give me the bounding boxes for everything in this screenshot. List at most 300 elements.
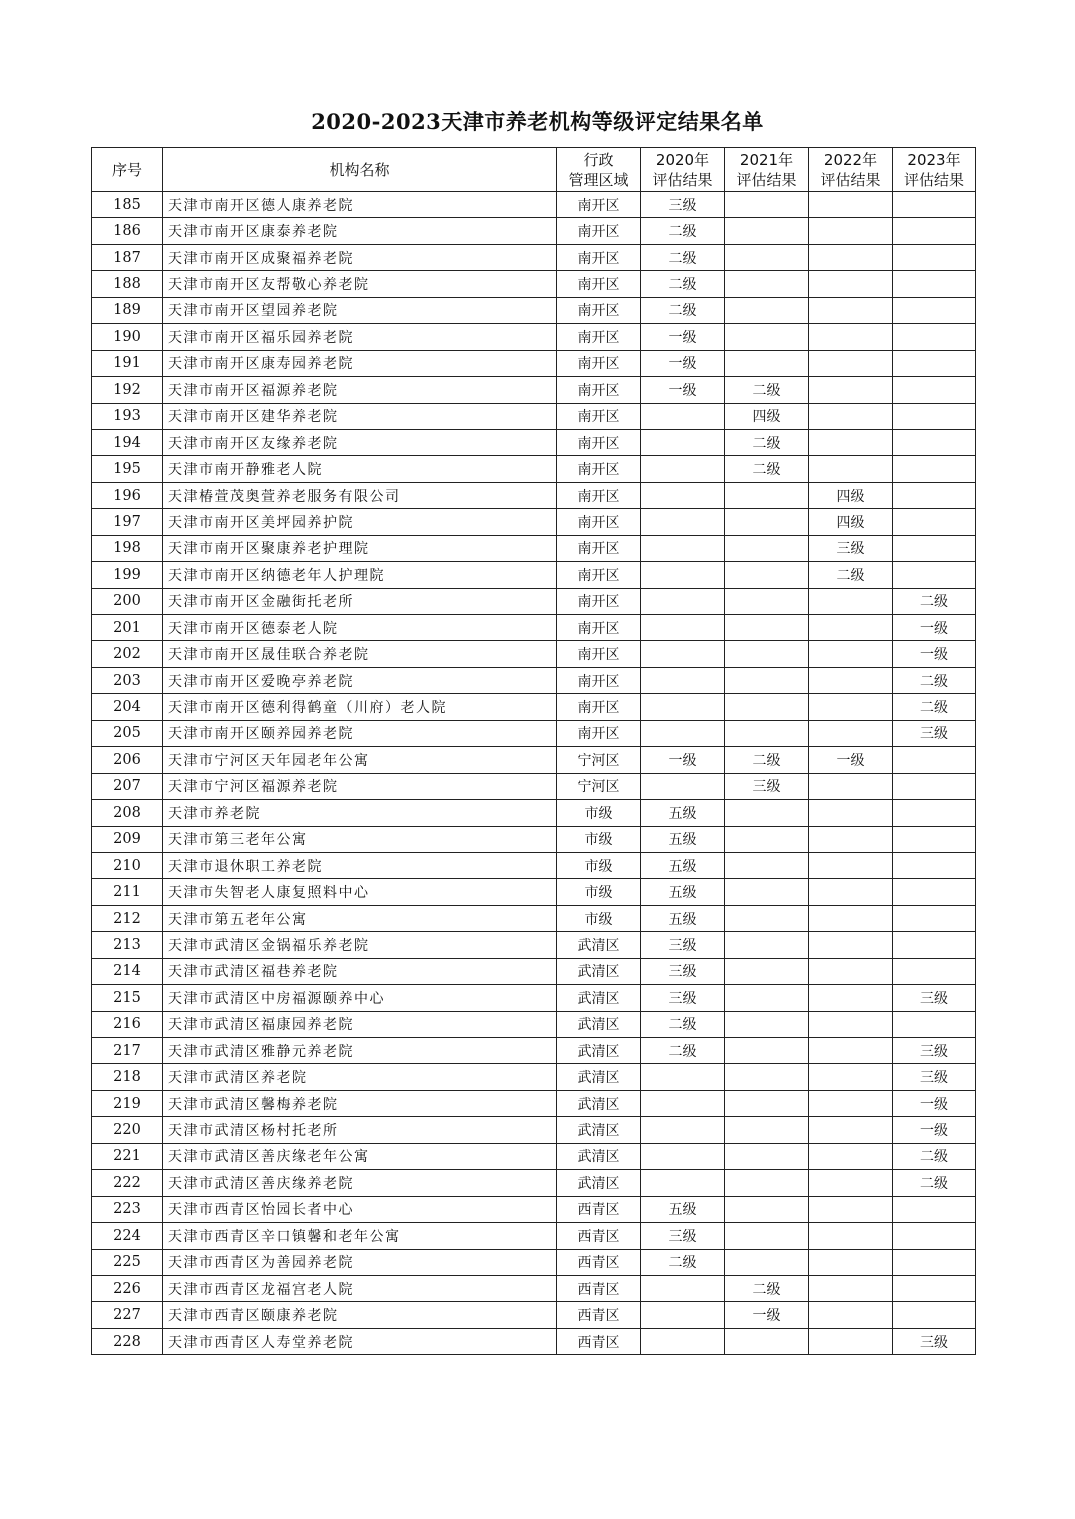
cell-rating-2020: 二级 [641,271,725,297]
cell-institution-name: 天津市南开区康寿园养老院 [163,350,557,376]
cell-index: 228 [92,1328,163,1354]
table-row [92,456,976,482]
cell-district: 武清区 [557,1143,641,1169]
header-district-line1: 行政 [583,150,614,169]
cell-rating-2020: 五级 [641,879,725,905]
cell-rating-2021 [725,932,809,958]
cell-rating-2020 [641,588,725,614]
cell-rating-2020 [641,1064,725,1090]
cell-index: 223 [92,1196,163,1222]
cell-rating-2022 [809,350,893,376]
table-row [92,482,976,508]
cell-institution-name: 天津市西青区龙福宫老人院 [163,1275,557,1301]
cell-index: 225 [92,1249,163,1275]
cell-institution-name: 天津市武清区福康园养老院 [163,1011,557,1037]
cell-rating-2023 [893,958,976,984]
cell-rating-2020 [641,1170,725,1196]
table-row [92,350,976,376]
header-name: 机构名称 [163,148,557,192]
cell-rating-2020 [641,1328,725,1354]
cell-district: 南开区 [557,588,641,614]
cell-index: 194 [92,429,163,455]
cell-district: 西青区 [557,1275,641,1301]
cell-rating-2020 [641,562,725,588]
table-row [92,324,976,350]
cell-rating-2021 [725,694,809,720]
cell-index: 206 [92,747,163,773]
table-row [92,852,976,878]
cell-institution-name: 天津市西青区怡园长者中心 [163,1196,557,1222]
cell-index: 222 [92,1170,163,1196]
cell-rating-2022 [809,694,893,720]
cell-district: 西青区 [557,1328,641,1354]
cell-rating-2023: 二级 [893,1170,976,1196]
cell-rating-2020 [641,456,725,482]
cell-index: 220 [92,1117,163,1143]
table-row [92,773,976,799]
cell-rating-2021 [725,1038,809,1064]
cell-rating-2022 [809,1328,893,1354]
cell-index: 209 [92,826,163,852]
header-2022 [809,148,893,192]
cell-rating-2022 [809,720,893,746]
cell-rating-2020 [641,509,725,535]
table-row [92,403,976,429]
cell-rating-2020 [641,1090,725,1116]
cell-rating-2021: 二级 [725,1275,809,1301]
cell-rating-2022 [809,985,893,1011]
cell-institution-name: 天津市南开区福源养老院 [163,377,557,403]
cell-index: 201 [92,615,163,641]
table-row [92,377,976,403]
table-row [92,244,976,270]
cell-rating-2023 [893,905,976,931]
cell-rating-2023 [893,218,976,244]
cell-rating-2023 [893,932,976,958]
cell-district: 南开区 [557,350,641,376]
cell-rating-2021 [725,562,809,588]
cell-index: 227 [92,1302,163,1328]
cell-rating-2023 [893,509,976,535]
cell-rating-2021 [725,958,809,984]
cell-index: 188 [92,271,163,297]
cell-index: 214 [92,958,163,984]
cell-institution-name: 天津市南开区德泰老人院 [163,615,557,641]
cell-rating-2021: 二级 [725,377,809,403]
table-row [92,271,976,297]
table-row [92,720,976,746]
cell-rating-2023 [893,1249,976,1275]
cell-rating-2022 [809,1223,893,1249]
cell-rating-2020: 二级 [641,1011,725,1037]
cell-institution-name: 天津市武清区馨梅养老院 [163,1090,557,1116]
table-row [92,509,976,535]
cell-district: 武清区 [557,985,641,1011]
table-row [92,1275,976,1301]
cell-rating-2021 [725,535,809,561]
cell-rating-2021 [725,800,809,826]
cell-rating-2023: 三级 [893,720,976,746]
cell-rating-2023: 二级 [893,694,976,720]
cell-rating-2023 [893,879,976,905]
cell-rating-2020: 五级 [641,800,725,826]
table-row [92,1328,976,1354]
cell-rating-2022 [809,1090,893,1116]
cell-rating-2020 [641,773,725,799]
cell-index: 210 [92,852,163,878]
cell-rating-2020: 三级 [641,1223,725,1249]
cell-rating-2022 [809,429,893,455]
cell-institution-name: 天津市南开区德利得鹤童（川府）老人院 [163,694,557,720]
header-index: 序号 [92,148,163,192]
cell-rating-2021 [725,667,809,693]
cell-rating-2023: 三级 [893,1064,976,1090]
cell-rating-2022 [809,667,893,693]
cell-rating-2023 [893,1275,976,1301]
cell-rating-2021 [725,615,809,641]
cell-rating-2023 [893,562,976,588]
header-2021 [725,148,809,192]
cell-index: 195 [92,456,163,482]
cell-rating-2021 [725,1328,809,1354]
table-row [92,588,976,614]
cell-index: 196 [92,482,163,508]
cell-rating-2023 [893,324,976,350]
cell-institution-name: 天津市西青区辛口镇馨和老年公寓 [163,1223,557,1249]
table-row [92,297,976,323]
cell-rating-2020: 五级 [641,905,725,931]
cell-rating-2021 [725,1090,809,1116]
cell-institution-name: 天津市南开区康泰养老院 [163,218,557,244]
cell-rating-2022 [809,1011,893,1037]
cell-institution-name: 天津市武清区养老院 [163,1064,557,1090]
cell-rating-2023: 二级 [893,1143,976,1169]
cell-rating-2020 [641,720,725,746]
cell-institution-name: 天津市南开区建华养老院 [163,403,557,429]
cell-rating-2022: 四级 [809,482,893,508]
cell-rating-2020 [641,403,725,429]
cell-index: 200 [92,588,163,614]
cell-district: 南开区 [557,297,641,323]
cell-rating-2020: 三级 [641,958,725,984]
cell-rating-2020: 五级 [641,1196,725,1222]
cell-index: 186 [92,218,163,244]
cell-rating-2023: 一级 [893,641,976,667]
cell-rating-2023: 三级 [893,985,976,1011]
cell-rating-2020: 二级 [641,297,725,323]
cell-rating-2023: 一级 [893,1090,976,1116]
cell-district: 南开区 [557,271,641,297]
cell-district: 武清区 [557,1038,641,1064]
cell-district: 宁河区 [557,747,641,773]
cell-rating-2023: 二级 [893,667,976,693]
cell-index: 217 [92,1038,163,1064]
cell-rating-2022 [809,244,893,270]
header-district [557,148,641,192]
cell-rating-2022: 四级 [809,509,893,535]
cell-rating-2020 [641,1117,725,1143]
table-row [92,429,976,455]
cell-district: 武清区 [557,1064,641,1090]
cell-district: 南开区 [557,667,641,693]
cell-index: 189 [92,297,163,323]
cell-rating-2023 [893,535,976,561]
cell-rating-2022 [809,615,893,641]
cell-rating-2021 [725,588,809,614]
table-row [92,1143,976,1169]
cell-district: 西青区 [557,1223,641,1249]
table-row [92,905,976,931]
cell-rating-2022 [809,800,893,826]
cell-district: 市级 [557,879,641,905]
cell-index: 212 [92,905,163,931]
cell-district: 市级 [557,826,641,852]
cell-rating-2022 [809,297,893,323]
header-2020-line2: 评估结果 [652,170,713,189]
cell-institution-name: 天津市武清区福巷养老院 [163,958,557,984]
cell-rating-2022 [809,773,893,799]
cell-index: 215 [92,985,163,1011]
cell-rating-2022 [809,641,893,667]
cell-institution-name: 天津市西青区人寿堂养老院 [163,1328,557,1354]
table-row [92,826,976,852]
cell-rating-2023 [893,350,976,376]
cell-index: 197 [92,509,163,535]
cell-rating-2023 [893,1011,976,1037]
cell-rating-2020 [641,429,725,455]
table-row [92,1038,976,1064]
cell-rating-2020 [641,482,725,508]
cell-district: 南开区 [557,192,641,218]
cell-rating-2020: 五级 [641,852,725,878]
cell-institution-name: 天津市南开区德人康养老院 [163,192,557,218]
table-row [92,218,976,244]
cell-rating-2022 [809,1302,893,1328]
cell-rating-2020: 三级 [641,192,725,218]
cell-index: 205 [92,720,163,746]
cell-institution-name: 天津市宁河区福源养老院 [163,773,557,799]
cell-rating-2020: 一级 [641,350,725,376]
cell-rating-2021 [725,350,809,376]
cell-rating-2020 [641,694,725,720]
cell-rating-2021 [725,1143,809,1169]
cell-district: 南开区 [557,456,641,482]
cell-district: 武清区 [557,1090,641,1116]
table-row [92,747,976,773]
cell-rating-2023: 三级 [893,1038,976,1064]
cell-institution-name: 天津市武清区善庆缘老年公寓 [163,1143,557,1169]
cell-rating-2022 [809,1143,893,1169]
cell-rating-2022 [809,377,893,403]
cell-rating-2022 [809,905,893,931]
table-row [92,535,976,561]
table-row [92,1090,976,1116]
header-2022-line2: 评估结果 [820,170,881,189]
cell-rating-2023 [893,852,976,878]
cell-district: 南开区 [557,244,641,270]
cell-rating-2021 [725,905,809,931]
cell-rating-2022 [809,456,893,482]
cell-institution-name: 天津椿萱茂奥萱养老服务有限公司 [163,482,557,508]
cell-rating-2022 [809,1170,893,1196]
cell-rating-2020 [641,615,725,641]
cell-rating-2022 [809,1249,893,1275]
cell-index: 207 [92,773,163,799]
cell-index: 208 [92,800,163,826]
cell-rating-2020 [641,535,725,561]
cell-district: 南开区 [557,720,641,746]
cell-rating-2021 [725,1011,809,1037]
cell-institution-name: 天津市武清区中房福源颐养中心 [163,985,557,1011]
cell-district: 南开区 [557,509,641,535]
cell-index: 211 [92,879,163,905]
header-2023-line2: 评估结果 [903,170,964,189]
cell-rating-2020: 二级 [641,218,725,244]
cell-rating-2023: 一级 [893,615,976,641]
cell-rating-2020 [641,1143,725,1169]
cell-rating-2023 [893,456,976,482]
cell-district: 西青区 [557,1196,641,1222]
cell-rating-2021 [725,720,809,746]
cell-institution-name: 天津市第五老年公寓 [163,905,557,931]
cell-rating-2021: 四级 [725,403,809,429]
table-body [92,192,976,1355]
cell-rating-2022 [809,271,893,297]
table-row [92,641,976,667]
cell-rating-2023 [893,482,976,508]
header-2020-line1: 2020年 [655,150,710,169]
cell-rating-2023 [893,192,976,218]
cell-institution-name: 天津市南开区颐养园养老院 [163,720,557,746]
cell-institution-name: 天津市南开区望园养老院 [163,297,557,323]
table-row [92,562,976,588]
cell-rating-2021 [725,271,809,297]
cell-district: 市级 [557,800,641,826]
cell-index: 218 [92,1064,163,1090]
cell-district: 武清区 [557,932,641,958]
cell-rating-2021: 三级 [725,773,809,799]
cell-rating-2021 [725,244,809,270]
cell-index: 199 [92,562,163,588]
table-row [92,985,976,1011]
cell-institution-name: 天津市失智老人康复照料中心 [163,879,557,905]
cell-rating-2020: 二级 [641,1038,725,1064]
cell-rating-2023: 一级 [893,1117,976,1143]
cell-rating-2021: 二级 [725,747,809,773]
cell-rating-2022 [809,1275,893,1301]
cell-index: 190 [92,324,163,350]
cell-index: 193 [92,403,163,429]
cell-rating-2021: 二级 [725,429,809,455]
cell-rating-2022: 三级 [809,535,893,561]
cell-index: 198 [92,535,163,561]
cell-rating-2021 [725,1117,809,1143]
cell-rating-2022 [809,1117,893,1143]
cell-rating-2021 [725,218,809,244]
header-row [92,148,976,192]
cell-district: 市级 [557,905,641,931]
table-row [92,1196,976,1222]
table-row [92,958,976,984]
cell-rating-2020: 一级 [641,747,725,773]
cell-institution-name: 天津市武清区杨村托老所 [163,1117,557,1143]
cell-rating-2020 [641,641,725,667]
cell-institution-name: 天津市武清区金锅福乐养老院 [163,932,557,958]
cell-institution-name: 天津市南开区福乐园养老院 [163,324,557,350]
cell-rating-2021 [725,324,809,350]
cell-rating-2022: 二级 [809,562,893,588]
cell-rating-2021: 二级 [725,456,809,482]
header-2022-line1: 2022年 [823,150,878,169]
cell-institution-name: 天津市南开静雅老人院 [163,456,557,482]
cell-rating-2020: 一级 [641,324,725,350]
cell-rating-2021 [725,985,809,1011]
table-row [92,667,976,693]
cell-rating-2023 [893,747,976,773]
cell-rating-2023 [893,244,976,270]
cell-rating-2021 [725,297,809,323]
cell-index: 226 [92,1275,163,1301]
cell-rating-2022 [809,1038,893,1064]
cell-district: 市级 [557,852,641,878]
cell-district: 西青区 [557,1249,641,1275]
cell-rating-2020 [641,1275,725,1301]
cell-district: 南开区 [557,615,641,641]
cell-district: 南开区 [557,535,641,561]
cell-rating-2022 [809,1196,893,1222]
cell-district: 南开区 [557,694,641,720]
cell-rating-2023 [893,377,976,403]
cell-district: 西青区 [557,1302,641,1328]
header-2020 [641,148,725,192]
cell-district: 宁河区 [557,773,641,799]
ratings-table [91,147,976,1355]
cell-rating-2023 [893,429,976,455]
cell-rating-2020 [641,1302,725,1328]
cell-institution-name: 天津市宁河区天年园老年公寓 [163,747,557,773]
cell-institution-name: 天津市南开区金融街托老所 [163,588,557,614]
cell-district: 武清区 [557,958,641,984]
cell-rating-2020: 五级 [641,826,725,852]
cell-rating-2021 [725,852,809,878]
cell-district: 南开区 [557,429,641,455]
cell-institution-name: 天津市南开区纳德老年人护理院 [163,562,557,588]
cell-rating-2023 [893,826,976,852]
cell-rating-2021 [725,879,809,905]
cell-rating-2020 [641,667,725,693]
cell-rating-2021 [725,1064,809,1090]
table-row [92,1223,976,1249]
table-row [92,615,976,641]
cell-rating-2023 [893,297,976,323]
cell-index: 185 [92,192,163,218]
cell-index: 192 [92,377,163,403]
cell-rating-2021 [725,826,809,852]
cell-index: 219 [92,1090,163,1116]
cell-rating-2021 [725,482,809,508]
table-row [92,1064,976,1090]
table-row [92,1011,976,1037]
cell-rating-2022 [809,403,893,429]
cell-rating-2023 [893,773,976,799]
cell-rating-2021 [725,1196,809,1222]
header-2021-line1: 2021年 [739,150,794,169]
cell-rating-2022 [809,932,893,958]
cell-district: 南开区 [557,218,641,244]
cell-district: 南开区 [557,377,641,403]
cell-institution-name: 天津市西青区为善园养老院 [163,1249,557,1275]
cell-institution-name: 天津市武清区雅静元养老院 [163,1038,557,1064]
